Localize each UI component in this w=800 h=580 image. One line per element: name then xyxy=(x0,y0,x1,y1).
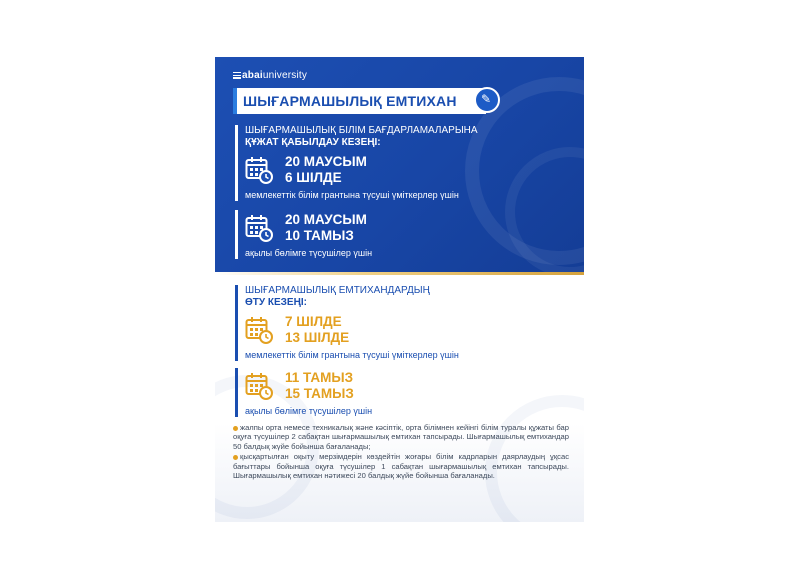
end-date: 13 ШІЛДЕ xyxy=(285,330,350,345)
page-title: ШЫҒАРМАШЫЛЫҚ ЕМТИХАН xyxy=(243,93,457,109)
end-date: 6 ШІЛДЕ xyxy=(285,170,342,185)
bullet-icon xyxy=(233,455,238,460)
start-date: 20 МАУСЫМ xyxy=(285,154,367,169)
acceptance-heading: ШЫҒАРМАШЫЛЫҚ БІЛІМ БАҒДАРЛАМАЛАРЫНА ҚҰЖАТ ҚАБЫЛДАУ КЕЗЕҢІ: xyxy=(245,125,478,148)
end-date: 15 ТАМЫЗ xyxy=(285,386,354,401)
calendar-icon xyxy=(245,372,273,400)
acceptance-section xyxy=(235,125,565,201)
logo-bars-icon xyxy=(233,70,241,80)
calendar-icon xyxy=(245,316,273,344)
acceptance-grant-dates xyxy=(245,152,565,190)
paid-note: ақылы бөлімге түсушілер үшін xyxy=(245,406,373,416)
university-logo: abaiuniversity xyxy=(233,70,307,81)
exam-section xyxy=(235,285,565,361)
info-paragraph: қысқартылған оқыту мерзімдерін көздейтін жоғары білім кадрларын даярлаудың ұқсас бағыттары бойынша оқуға түсушілер 1 сабақтан шығармашылық емтихан тапсырады. Шығармашылық емтихан нәтижесі 20 балдық жүйе бойынша бағаланады. xyxy=(233,452,569,481)
exam-paid-section xyxy=(235,368,565,417)
end-date: 10 ТАМЫЗ xyxy=(285,228,354,243)
acceptance-paid-section xyxy=(235,210,565,259)
exam-heading: ШЫҒАРМАШЫЛЫҚ ЕМТИХАНДАРДЫҢ ӨТУ КЕЗЕҢІ: xyxy=(245,285,430,308)
admission-poster xyxy=(215,57,584,522)
poster-top-panel xyxy=(215,57,584,272)
grant-note: мемлекеттік білім грантына түсуші үміткерлер үшін xyxy=(245,190,459,200)
calendar-icon xyxy=(245,156,273,184)
start-date: 11 ТАМЫЗ xyxy=(285,370,354,385)
exam-paid-dates xyxy=(245,368,565,406)
info-text xyxy=(233,423,569,481)
acceptance-paid-dates xyxy=(245,210,565,248)
title-banner xyxy=(233,88,492,114)
calendar-icon xyxy=(245,214,273,242)
start-date: 20 МАУСЫМ xyxy=(285,212,367,227)
start-date: 7 ШІЛДЕ xyxy=(285,314,342,329)
poster-bottom-panel xyxy=(215,275,584,522)
paid-note: ақылы бөлімге түсушілер үшін xyxy=(245,248,373,258)
exam-grant-dates xyxy=(245,312,565,350)
bullet-icon xyxy=(233,426,238,431)
info-paragraph: жалпы орта немесе техникалық және кәсіптік, орта білімнен кейінгі білім туралы құжаты бар оқуға түсушілер 2 сабақтан шығармашылық емтихан тапсырады. Шығармашылық емтихандар 50 балдық жүйе бойынша бағаланады; xyxy=(233,423,569,451)
badge-icon: ✎ xyxy=(474,87,500,113)
grant-note: мемлекеттік білім грантына түсуші үміткерлер үшін xyxy=(245,350,459,360)
